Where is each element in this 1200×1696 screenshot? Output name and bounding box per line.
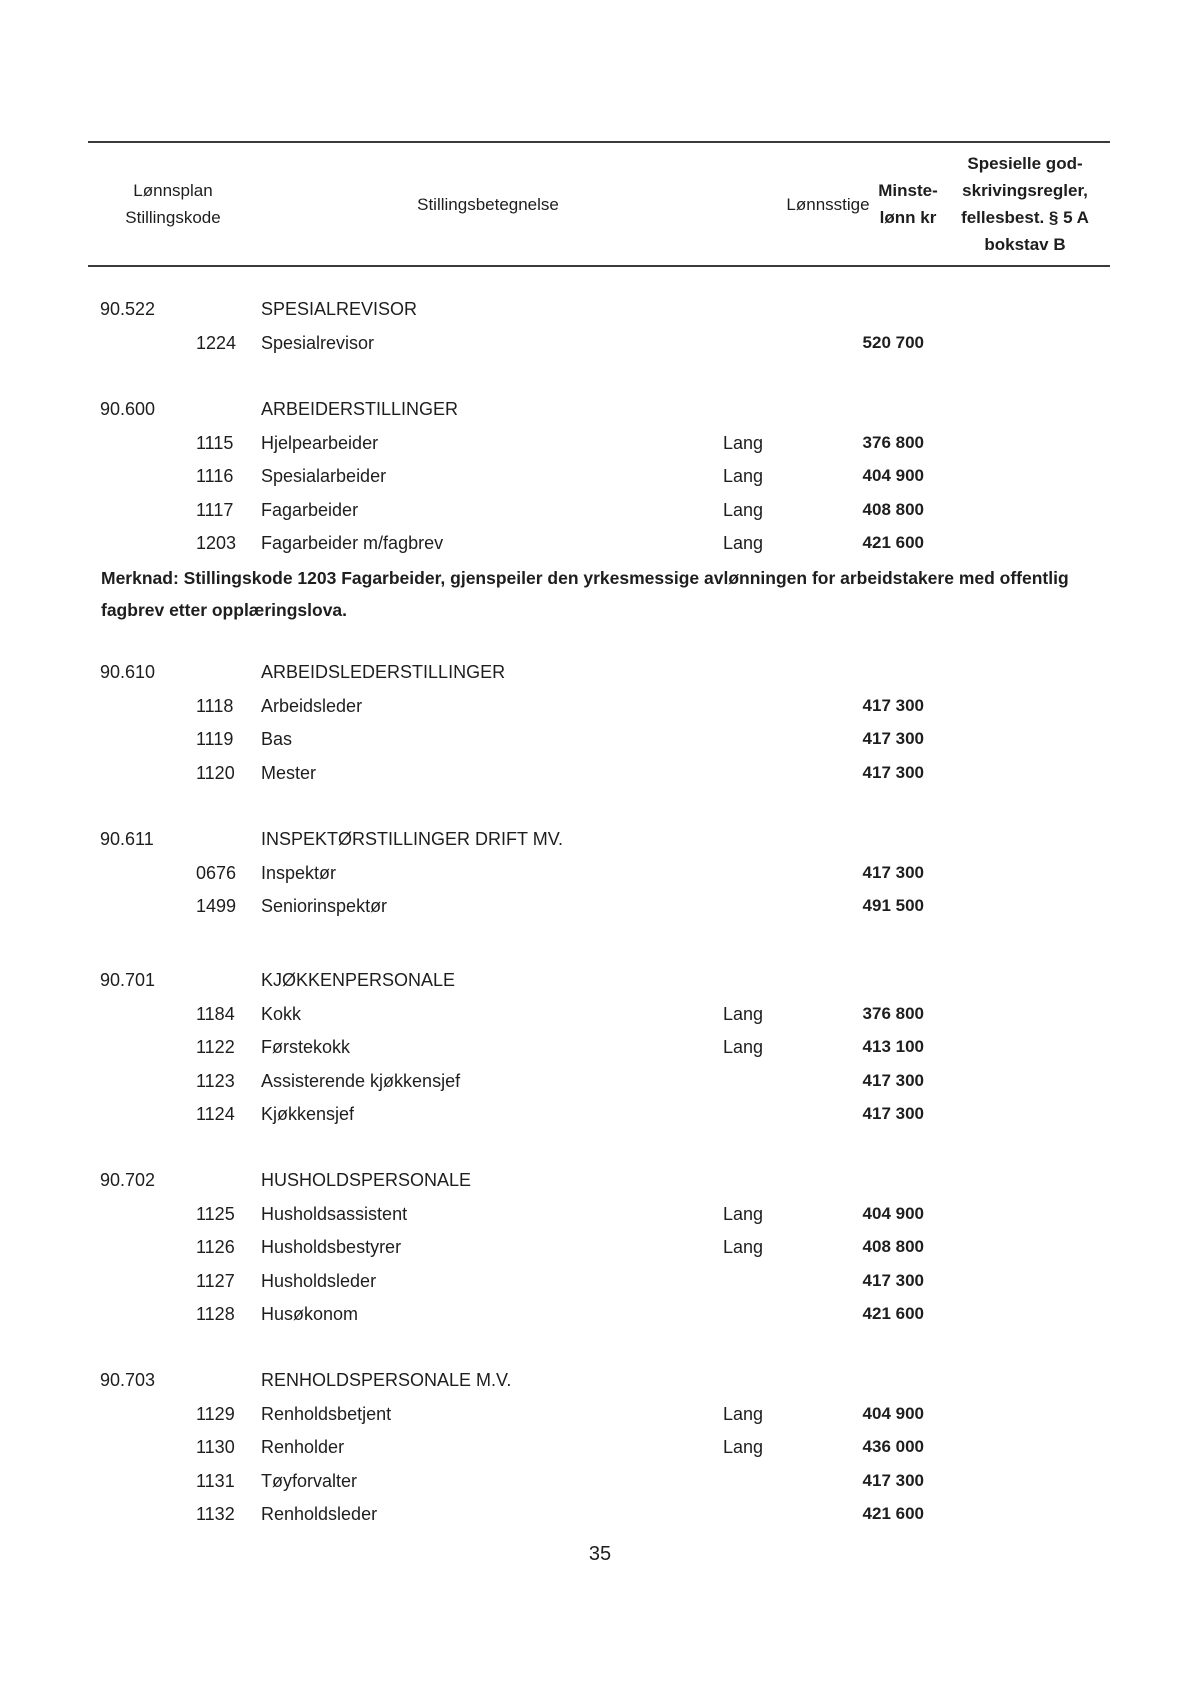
group-title: INSPEKTØRSTILLINGER DRIFT MV.	[261, 829, 564, 849]
minimum-salary: 417 300	[862, 695, 924, 715]
position-title: Renholder	[261, 1437, 345, 1457]
position-title: Husholdsleder	[261, 1270, 377, 1291]
position-code: 1129	[196, 1403, 235, 1424]
table-row	[0, 1267, 1200, 1301]
group-code: 90.610	[100, 662, 156, 682]
page-number: 35	[588, 1543, 612, 1565]
position-code: 1203	[196, 533, 237, 553]
group-title: HUSHOLDSPERSONALE	[261, 1170, 472, 1190]
table-row	[0, 1067, 1200, 1101]
group-90-522	[0, 295, 1200, 362]
position-code: 1499	[196, 896, 237, 916]
group-code: 90.611	[100, 829, 154, 849]
minimum-salary: 421 600	[862, 533, 924, 552]
salary-ladder: Lang	[723, 1003, 764, 1024]
position-code: 1123	[196, 1070, 235, 1091]
group-title: ARBEIDSLEDERSTILLINGER	[261, 662, 506, 682]
header-spesielle-regler: Spesielle god- skrivingsregler, fellesbest. § 5 A bokstav B	[961, 154, 1089, 254]
position-title: Kokk	[261, 1003, 302, 1024]
note-merknad: Merknad: Stillingskode 1203 Fagarbeider, gjenspeiler den yrkesmessige avlønningen for arbeidstakere med offentlig fagbrev etter opplæringslova.	[101, 568, 1069, 620]
position-title: Seniorinspektør	[261, 896, 388, 916]
salary-ladder: Lang	[723, 533, 764, 553]
minimum-salary: 413 100	[862, 1037, 924, 1056]
group-code: 90.702	[100, 1170, 156, 1190]
minimum-salary: 404 900	[862, 1203, 924, 1223]
salary-ladder: Lang	[723, 1237, 764, 1257]
table-row	[0, 859, 1200, 893]
table-row	[0, 1300, 1200, 1334]
position-title: Hjelpearbeider	[261, 432, 379, 453]
salary-ladder: Lang	[723, 1037, 764, 1057]
group-title: KJØKKENPERSONALE	[261, 970, 456, 990]
position-code: 1115	[196, 432, 234, 453]
table-header	[88, 141, 1110, 267]
group-90-701	[0, 966, 1200, 1134]
group-90-611	[0, 825, 1200, 926]
table-row	[0, 1033, 1200, 1067]
minimum-salary: 408 800	[862, 1237, 924, 1256]
group-header	[0, 825, 1200, 859]
minimum-salary: 417 300	[862, 1470, 924, 1490]
salary-ladder: Lang	[723, 1403, 764, 1424]
position-title: Mester	[261, 762, 317, 783]
table-row	[0, 1233, 1200, 1267]
group-90-703	[0, 1366, 1200, 1534]
table-row	[0, 1433, 1200, 1467]
group-header	[0, 1366, 1200, 1400]
group-90-610	[0, 658, 1200, 792]
position-code: 1116	[196, 466, 234, 486]
group-code: 90.701	[100, 970, 156, 990]
minimum-salary: 417 300	[862, 862, 924, 882]
header-lonnsplan: Lønnsplan Stillingskode	[125, 181, 221, 227]
position-code: 1130	[196, 1437, 235, 1457]
position-title: Førstekokk	[261, 1037, 351, 1057]
minimum-salary: 421 600	[862, 1504, 924, 1523]
position-code: 1118	[196, 695, 234, 716]
table-row	[0, 1400, 1200, 1434]
minimum-salary: 417 300	[862, 1070, 924, 1090]
table-row	[0, 725, 1200, 759]
minimum-salary: 417 300	[862, 762, 924, 782]
group-title: RENHOLDSPERSONALE M.V.	[261, 1370, 512, 1390]
table-row	[0, 496, 1200, 530]
position-code: 1127	[196, 1270, 235, 1291]
position-title: Husholdsbestyrer	[261, 1237, 402, 1257]
position-title: Inspektør	[261, 862, 337, 883]
group-header	[0, 395, 1200, 429]
position-title: Renholdsleder	[261, 1504, 378, 1524]
group-title: SPESIALREVISOR	[261, 299, 418, 319]
salary-ladder: Lang	[723, 432, 764, 453]
group-90-600	[0, 395, 1200, 563]
minimum-salary: 520 700	[862, 332, 924, 352]
position-code: 1124	[196, 1104, 235, 1124]
position-title: Spesialrevisor	[261, 332, 375, 353]
minimum-salary: 417 300	[862, 729, 924, 748]
group-header	[0, 966, 1200, 1000]
position-code: 1125	[196, 1203, 235, 1224]
table-row	[0, 892, 1200, 926]
table-row	[0, 1200, 1200, 1234]
position-code: 1126	[196, 1237, 235, 1257]
group-code: 90.703	[100, 1370, 156, 1390]
position-code: 1132	[196, 1504, 235, 1524]
position-code: 0676	[196, 862, 237, 883]
position-title: Bas	[261, 729, 293, 749]
minimum-salary: 376 800	[862, 1003, 924, 1023]
table-row	[0, 1000, 1200, 1034]
position-code: 1122	[196, 1037, 235, 1057]
header-lonnsstige: Lønnsstige	[786, 194, 870, 214]
position-title: Fagarbeider m/fagbrev	[261, 533, 444, 553]
position-title: Assisterende kjøkkensjef	[261, 1070, 461, 1091]
group-header	[0, 1166, 1200, 1200]
minimum-salary: 404 900	[862, 1403, 924, 1423]
position-title: Tøyforvalter	[261, 1470, 358, 1491]
group-90-702	[0, 1166, 1200, 1334]
position-code: 1224	[196, 332, 237, 353]
position-title: Husholdsassistent	[261, 1203, 408, 1224]
minimum-salary: 417 300	[862, 1104, 924, 1123]
minimum-salary: 436 000	[862, 1437, 924, 1456]
group-header	[0, 295, 1200, 329]
salary-ladder: Lang	[723, 499, 764, 520]
group-header	[0, 658, 1200, 692]
minimum-salary: 491 500	[862, 896, 924, 915]
salary-ladder: Lang	[723, 1437, 764, 1457]
position-code: 1131	[196, 1470, 235, 1491]
table-row	[0, 759, 1200, 793]
table-row	[0, 1100, 1200, 1134]
salary-ladder: Lang	[723, 466, 764, 486]
minimum-salary: 408 800	[862, 499, 924, 519]
table-row	[0, 429, 1200, 463]
position-title: Husøkonom	[261, 1304, 359, 1324]
position-code: 1184	[196, 1003, 235, 1024]
minimum-salary: 404 900	[862, 466, 924, 485]
table-row	[0, 1500, 1200, 1534]
position-code: 1120	[196, 762, 235, 783]
table-row	[0, 692, 1200, 726]
minimum-salary: 421 600	[862, 1304, 924, 1323]
table-row	[0, 462, 1200, 496]
header-minstelonn: Minste- lønn kr	[878, 181, 938, 227]
position-title: Spesialarbeider	[261, 466, 387, 486]
salary-ladder: Lang	[723, 1203, 764, 1224]
table-row	[0, 1467, 1200, 1501]
table-row	[0, 329, 1200, 363]
header-stillingsbetegnelse: Stillingsbetegnelse	[417, 194, 559, 214]
group-title: ARBEIDERSTILLINGER	[261, 399, 459, 419]
table-row	[0, 529, 1200, 563]
position-title: Kjøkkensjef	[261, 1104, 355, 1124]
minimum-salary: 417 300	[862, 1270, 924, 1290]
position-title: Renholdsbetjent	[261, 1403, 392, 1424]
group-code: 90.600	[100, 399, 156, 419]
minimum-salary: 376 800	[862, 432, 924, 452]
position-title: Fagarbeider	[261, 499, 359, 520]
group-code: 90.522	[100, 299, 156, 319]
position-code: 1128	[196, 1304, 235, 1324]
position-code: 1119	[196, 729, 234, 749]
position-code: 1117	[196, 499, 234, 520]
position-title: Arbeidsleder	[261, 695, 363, 716]
